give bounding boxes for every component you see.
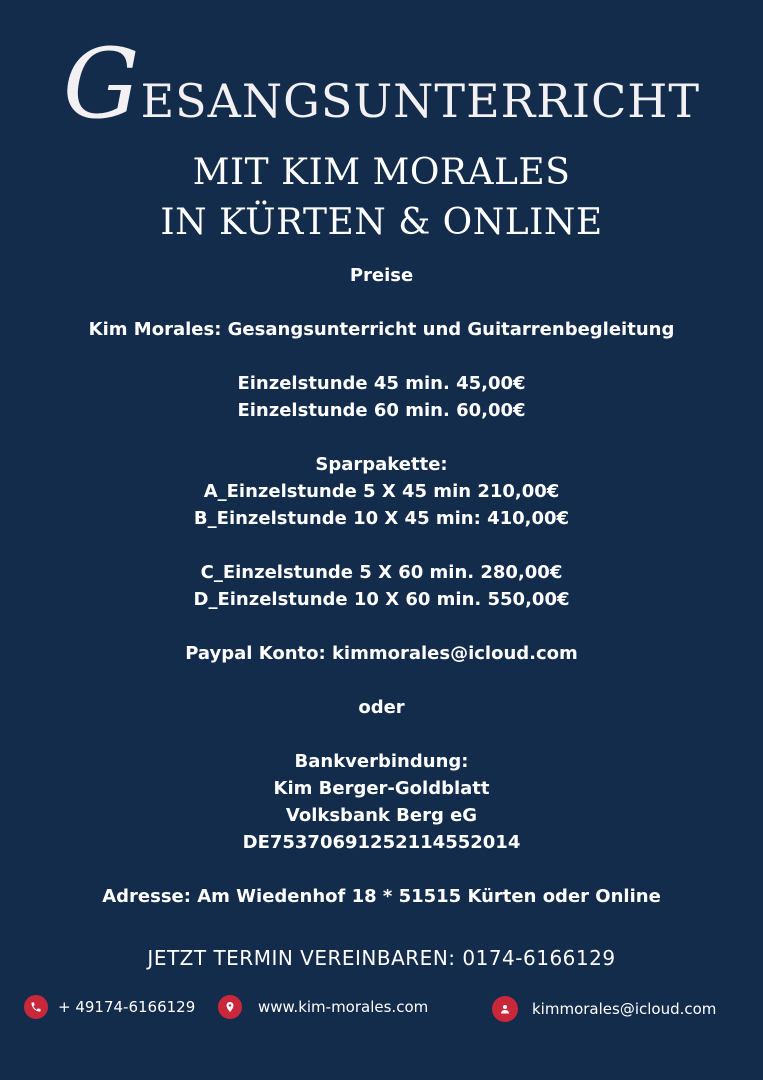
phone-icon <box>24 995 48 1019</box>
website-link[interactable]: www.kim-morales.com <box>258 998 429 1016</box>
package-d: D_Einzelstunde 10 X 60 min. 550,00€ <box>193 589 570 610</box>
price-single-45: Einzelstunde 45 min. 45,00€ <box>237 373 526 394</box>
address: Adresse: Am Wiedenhof 18 * 51515 Kürten oder Online <box>102 886 661 907</box>
subtitle <box>0 148 763 248</box>
paypal-account: Paypal Konto: kimmorales@icloud.com <box>185 643 578 664</box>
subtitle-line-2: IN KÜRTEN & ONLINE <box>160 202 603 243</box>
service-description: Kim Morales: Gesangsunterricht und Guitarrenbegleitung <box>88 319 675 340</box>
packages-heading: Sparpakette: <box>315 454 448 475</box>
iban: DE75370691252114552014 <box>242 832 521 853</box>
bank-heading: Bankverbindung: <box>294 751 469 772</box>
call-to-action: JETZT TERMIN VEREINBAREN: 0174-6166129 <box>147 946 616 970</box>
email-link[interactable]: kimmorales@icloud.com <box>532 1000 717 1018</box>
footer-phone[interactable] <box>24 992 195 1022</box>
subtitle-line-1: MIT KIM MORALES <box>192 152 571 193</box>
price-single-60: Einzelstunde 60 min. 60,00€ <box>237 400 526 421</box>
package-b: B_Einzelstunde 10 X 45 min: 410,00€ <box>193 508 570 529</box>
title-initial: G <box>62 28 141 140</box>
title-rest: esangsunterricht <box>140 56 701 133</box>
package-c: C_Einzelstunde 5 X 60 min. 280,00€ <box>200 562 563 583</box>
page-title <box>0 28 763 140</box>
account-holder: Kim Berger-Goldblatt <box>273 778 490 799</box>
prices-heading: Preise <box>349 265 414 286</box>
footer-email[interactable] <box>492 994 716 1024</box>
footer-website[interactable] <box>218 992 428 1022</box>
phone-number: + 49174-6166129 <box>58 998 196 1016</box>
package-a: A_Einzelstunde 5 X 45 min 210,00€ <box>203 481 560 502</box>
person-icon <box>492 996 518 1022</box>
location-pin-icon <box>218 995 242 1019</box>
or-separator: oder <box>358 697 405 718</box>
bank-name: Volksbank Berg eG <box>285 805 478 826</box>
